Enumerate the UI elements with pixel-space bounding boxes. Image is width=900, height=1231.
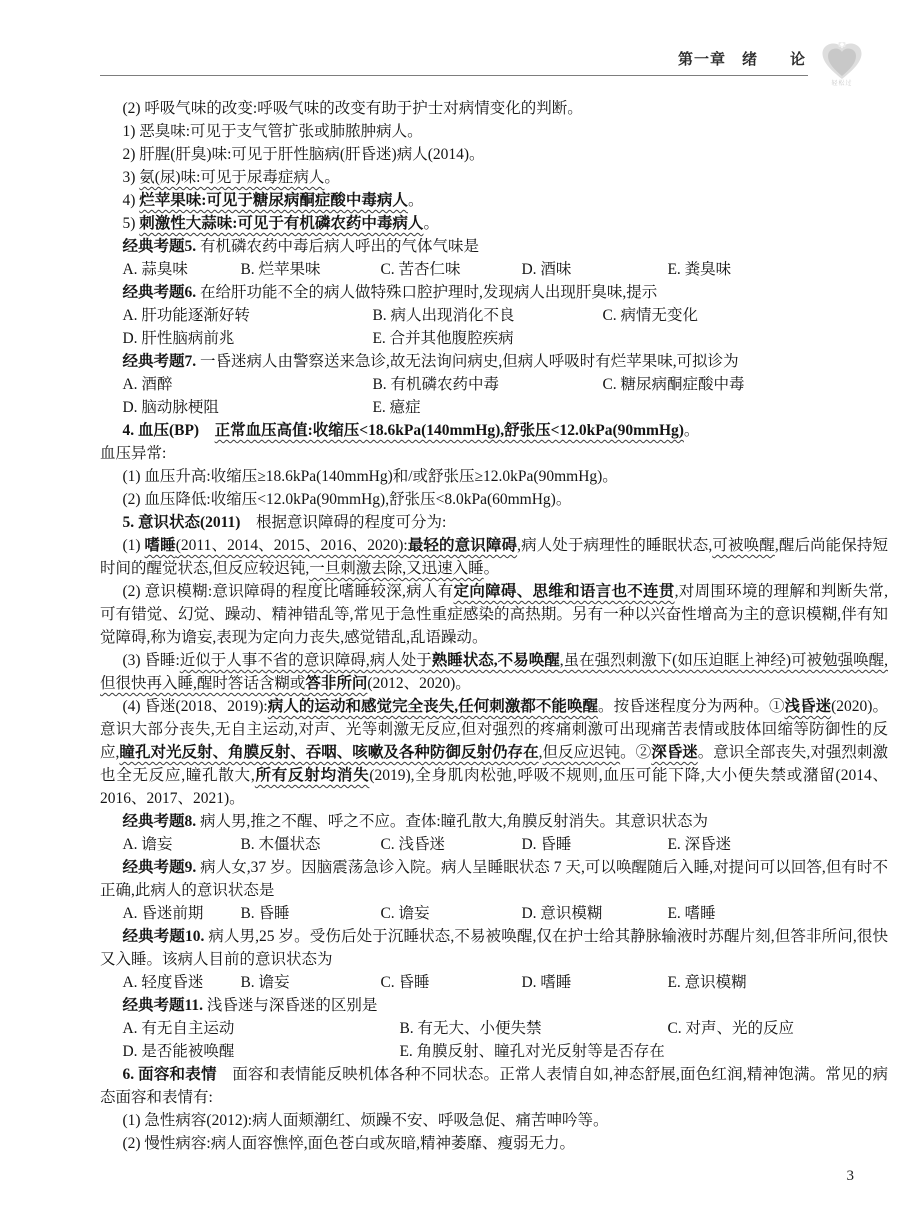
option-B: B. 谵妄 bbox=[240, 974, 290, 991]
option-E: E. 粪臭味 bbox=[667, 261, 732, 278]
options-row bbox=[100, 327, 888, 350]
options-row bbox=[100, 902, 888, 925]
text-segment: 经典考题10. bbox=[122, 928, 205, 945]
paragraph bbox=[100, 120, 888, 143]
text-segment: 答非所问 bbox=[305, 675, 368, 692]
text-segment: 。 bbox=[683, 422, 700, 439]
text-segment: 在给肝功能不全的病人做特殊口腔护理时,发现病人出现肝臭味,提示 bbox=[196, 284, 658, 301]
option-D: D. 酒味 bbox=[521, 261, 572, 278]
text-segment: 。意识全部丧失,对强烈刺激也全无反应,瞳孔散大, bbox=[100, 744, 888, 784]
option-C: C. 谵妄 bbox=[380, 905, 430, 922]
option-B: B. 有无大、小便失禁 bbox=[399, 1020, 542, 1037]
text-segment: 经典考题7. bbox=[122, 353, 197, 370]
text-segment: (2) 血压降低:收缩压<12.0kPa(90mmHg),舒张压<8.0kPa(60mmHg)。 bbox=[122, 491, 572, 508]
option-D: D. 嗜睡 bbox=[521, 974, 572, 991]
text-segment: ,病人处于病理性的睡眠状态, bbox=[517, 537, 713, 554]
text-segment: 一昏迷病人由警察送来急诊,故无法询问病史,但病人呼吸时有烂苹果味,可拟诊为 bbox=[196, 353, 739, 370]
paragraph bbox=[100, 166, 888, 189]
text-segment: 可被唤醒 bbox=[712, 537, 775, 554]
text-segment: 经典考题9. bbox=[122, 859, 197, 876]
text-segment: 经典考题6. bbox=[122, 284, 197, 301]
text-segment: 定向障碍、思维和语言也不连贯 bbox=[453, 583, 675, 600]
options-row bbox=[100, 1017, 888, 1040]
text-segment: 近似于人事不省的意识障碍,病人处于 bbox=[179, 652, 432, 669]
paragraph bbox=[100, 649, 888, 695]
text-segment: 。 bbox=[423, 215, 439, 232]
brand-logo bbox=[816, 42, 868, 88]
text-segment: 一旦刺激去除,又迅速入睡 bbox=[309, 560, 484, 577]
option-A: A. 蒜臭味 bbox=[122, 261, 188, 278]
options-row bbox=[100, 833, 888, 856]
question-title bbox=[100, 810, 888, 833]
paragraph bbox=[100, 465, 888, 488]
paragraph bbox=[100, 511, 888, 534]
option-C: C. 对声、光的反应 bbox=[667, 1020, 795, 1037]
text-segment: 氨(尿)味:可见于尿毒症病人 bbox=[139, 169, 325, 186]
text-segment: 经典考题5. bbox=[122, 238, 197, 255]
text-segment: 3) bbox=[122, 169, 140, 186]
text-segment: 1) 恶臭味:可见于支气管扩张或肺脓肿病人。 bbox=[122, 123, 423, 140]
question-title bbox=[100, 281, 888, 304]
option-C: C. 糖尿病酮症酸中毒 bbox=[602, 376, 745, 393]
option-E: E. 嗜睡 bbox=[667, 905, 716, 922]
paragraph bbox=[100, 695, 888, 810]
option-B: B. 病人出现消化不良 bbox=[372, 307, 515, 324]
option-C: C. 苦杏仁味 bbox=[380, 261, 461, 278]
text-segment: (2) 慢性病容:病人面容憔悴,面色苍白或灰暗,精神萎靡、瘦弱无力。 bbox=[122, 1135, 575, 1152]
paragraph bbox=[100, 189, 888, 212]
text-segment: 有机磷农药中毒后病人呼出的气体气味是 bbox=[196, 238, 479, 255]
question-title bbox=[100, 350, 888, 373]
page-number: 3 bbox=[846, 1168, 854, 1184]
chapter-header: 第一章 绪 论 bbox=[677, 52, 806, 68]
text-segment: (2019),全身肌肉松弛,呼吸不规则,血压可能下降,大小便失禁或潴留(2014、2016、2017、2021)。 bbox=[100, 767, 888, 807]
option-E: E. 合并其他腹腔疾病 bbox=[372, 330, 514, 347]
text-segment: 浅昏迷 bbox=[784, 698, 832, 715]
options-row bbox=[100, 373, 888, 396]
text-segment: 病人男,25 岁。受伤后处于沉睡状态,不易被唤醒,仅在护士给其静脉输液时苏醒片刻,但答非所问,很快又入睡。该病人目前的意识状态为 bbox=[100, 928, 888, 968]
text-segment: (2) 意识模糊:意识障碍的程度比嗜睡较深,病人有 bbox=[122, 583, 454, 600]
text-segment: 6. 面容和表情 bbox=[122, 1066, 217, 1083]
text-segment: 经典考题11. bbox=[122, 997, 203, 1014]
text-segment: (4) 昏迷(2018、2019): bbox=[122, 698, 268, 715]
text-segment: 。按昏迷程度分为两种。① bbox=[598, 698, 785, 715]
text-segment: ,对周围环境的理解和判断失常,可有错觉、幻觉、躁动、精神错乱等,常见于急性重症感染的高热期。另有一种以兴奋性增高为主的意识模糊,伴有知觉障碍,称为谵妄,表现为定向力丧失,感觉错乱,乱语躁动。 bbox=[100, 583, 888, 646]
text-segment: , bbox=[538, 744, 543, 761]
option-B: B. 有机磷农药中毒 bbox=[372, 376, 500, 393]
text-segment: 病人的运动和感觉完全丧失,任何刺激都不能唤醒 bbox=[267, 698, 599, 715]
text-segment: (2020)。意识大部分丧失,无自主运动,对声、光等刺激无反应,但对强烈的疼痛刺激可出现痛苦表情或肢体回缩等防御性的反应, bbox=[100, 698, 888, 761]
text-segment: (1) bbox=[122, 537, 145, 554]
text-segment: (1) 血压升高:收缩压≥18.6kPa(140mmHg)和/或舒张压≥12.0kPa(90mmHg)。 bbox=[122, 468, 618, 485]
option-D: D. 肝性脑病前兆 bbox=[122, 330, 235, 347]
option-C: C. 病情无变化 bbox=[602, 307, 699, 324]
options-row bbox=[100, 304, 888, 327]
text-segment: 正常血压高值:收缩压<18.6kPa(140mmHg),舒张压<12.0kPa(90mmHg) bbox=[214, 422, 684, 439]
paragraph bbox=[100, 1132, 888, 1155]
option-A: A. 轻度昏迷 bbox=[122, 974, 204, 991]
text-segment: 5) bbox=[122, 215, 140, 232]
option-E: E. 角膜反射、瞳孔对光反射等是否存在 bbox=[399, 1043, 665, 1060]
text-segment: (1) 急性病容(2012):病人面颊潮红、烦躁不安、呼吸急促、痛苦呻吟等。 bbox=[122, 1112, 609, 1129]
text-segment: 刺激性大蒜味:可见于有机磷农药中毒病人 bbox=[139, 215, 424, 232]
option-A: A. 谵妄 bbox=[122, 836, 173, 853]
options-row bbox=[100, 396, 888, 419]
option-C: C. 昏睡 bbox=[380, 974, 430, 991]
text-segment: 瞳孔对光反射、角膜反射、吞咽、咳嗽及各种防御反射仍存在 bbox=[119, 744, 539, 761]
paragraph bbox=[100, 534, 888, 580]
option-A: A. 肝功能逐渐好转 bbox=[122, 307, 250, 324]
paragraph bbox=[100, 212, 888, 235]
text-segment: 面容和表情能反映机体各种不同状态。正常人表情自如,神态舒展,面色红润,精神饱满。常见的病态面容和表情有: bbox=[100, 1066, 888, 1106]
text-segment: (2012、2020)。 bbox=[367, 675, 471, 692]
paragraph bbox=[100, 488, 888, 511]
options-row bbox=[100, 971, 888, 994]
options-row bbox=[100, 258, 888, 281]
paragraph bbox=[100, 442, 888, 465]
option-B: B. 昏睡 bbox=[240, 905, 290, 922]
text-segment: 4) bbox=[122, 192, 140, 209]
text-segment: 浅昏迷与深昏迷的区别是 bbox=[203, 997, 378, 1014]
option-A: A. 昏迷前期 bbox=[122, 905, 204, 922]
option-B: B. 烂苹果味 bbox=[240, 261, 321, 278]
option-C: C. 浅昏迷 bbox=[380, 836, 446, 853]
text-segment: (3) 昏睡: bbox=[122, 652, 180, 669]
options-row bbox=[100, 1040, 888, 1063]
text-segment: 病人女,37 岁。因脑震荡急诊入院。病人呈睡眠状态 7 天,可以唤醒随后入睡,对提问可以回答,但有时不正确,此病人的意识状态是 bbox=[100, 859, 888, 899]
option-D: D. 是否能被唤醒 bbox=[122, 1043, 235, 1060]
text-segment: 最轻的意识障碍 bbox=[407, 537, 518, 554]
option-B: B. 木僵状态 bbox=[240, 836, 321, 853]
text-segment: 。② bbox=[620, 744, 652, 761]
text-segment: 所有反射均消失 bbox=[254, 767, 370, 784]
text-segment: 但反应迟钝 bbox=[542, 744, 621, 761]
text-segment: 。 bbox=[407, 192, 424, 209]
paragraph bbox=[100, 1109, 888, 1132]
text-segment: 。 bbox=[324, 169, 340, 186]
option-A: A. 酒醉 bbox=[122, 376, 173, 393]
question-title bbox=[100, 856, 888, 902]
text-segment: 5. 意识状态(2011) bbox=[122, 514, 241, 531]
text-segment: 嗜睡 bbox=[144, 537, 176, 554]
paragraph bbox=[100, 97, 888, 120]
option-A: A. 有无自主运动 bbox=[122, 1020, 235, 1037]
option-D: D. 脑动脉梗阻 bbox=[122, 399, 219, 416]
option-E: E. 癔症 bbox=[372, 399, 421, 416]
option-D: D. 意识模糊 bbox=[521, 905, 603, 922]
question-title bbox=[100, 994, 888, 1017]
text-segment: ,虽在强烈刺激下(如压迫眶上神经)可被勉强唤醒,但很快再入睡,醒时答话含糊或 bbox=[100, 652, 888, 692]
paragraph bbox=[100, 580, 888, 649]
question-title bbox=[100, 925, 888, 971]
text-segment: 经典考题8. bbox=[122, 813, 197, 830]
text-segment: 血压异常: bbox=[100, 445, 167, 462]
text-segment: (2) 呼吸气味的改变:呼吸气味的改变有助于护士对病情变化的判断。 bbox=[122, 100, 583, 117]
option-E: E. 深昏迷 bbox=[667, 836, 732, 853]
text-segment: 烂苹果味:可见于糖尿病酮症酸中毒病人 bbox=[139, 192, 408, 209]
header-divider bbox=[100, 75, 808, 76]
content bbox=[100, 97, 888, 1155]
heart-logo-icon bbox=[816, 42, 868, 80]
text-segment: 根据意识障碍的程度可分为: bbox=[240, 514, 447, 531]
text-segment: 4. 血压(BP) bbox=[122, 422, 200, 439]
option-D: D. 昏睡 bbox=[521, 836, 572, 853]
text-segment bbox=[199, 422, 215, 439]
text-segment: 病人男,推之不醒、呼之不应。查体:瞳孔散大,角膜反射消失。其意识状态为 bbox=[196, 813, 709, 830]
paragraph bbox=[100, 419, 888, 442]
paragraph bbox=[100, 1063, 888, 1109]
text-segment: 2) 肝腥(肝臭)味:可见于肝性脑病(肝昏迷)病人(2014)。 bbox=[122, 146, 485, 163]
text-segment: ,醒后尚能保持短时间的醒觉状态,但反应较迟钝, bbox=[100, 537, 888, 577]
text-segment: 深昏迷 bbox=[651, 744, 698, 761]
text-segment: (2011、2014、2015、2016、2020): bbox=[175, 537, 408, 554]
option-E: E. 意识模糊 bbox=[667, 974, 747, 991]
text-segment: 熟睡状态,不易唤醒 bbox=[431, 652, 560, 669]
text-segment: 。 bbox=[483, 560, 500, 577]
paragraph bbox=[100, 143, 888, 166]
question-title bbox=[100, 235, 888, 258]
logo-caption: 轻松过 bbox=[831, 81, 853, 87]
